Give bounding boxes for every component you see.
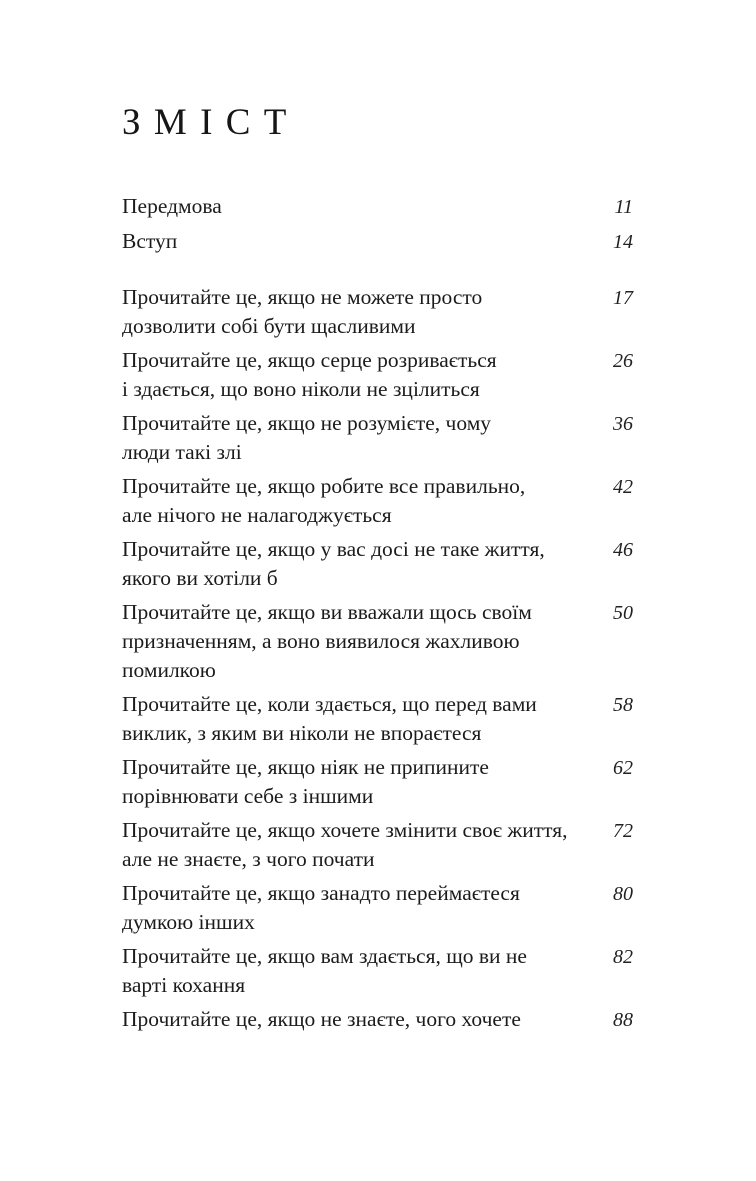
toc-entry-line: але не знаєте, з чого почати xyxy=(122,847,375,871)
toc-entry xyxy=(122,409,633,467)
toc-entry xyxy=(122,346,633,404)
toc-entry xyxy=(122,690,633,748)
toc-entry-line: помилкою xyxy=(122,658,216,682)
toc-entry-title xyxy=(122,283,482,341)
toc-entry-title xyxy=(122,942,527,1000)
toc-entry-page-number: 80 xyxy=(613,883,633,905)
toc-entry-page-number: 26 xyxy=(613,350,633,372)
toc-entry-page-number: 50 xyxy=(613,602,633,624)
toc-entry-line: Передмова xyxy=(122,194,222,218)
toc-entry-line: але нічого не налагоджується xyxy=(122,503,392,527)
toc-entry xyxy=(122,192,633,222)
toc-entry-line: призначенням, а воно виявилося жахливою xyxy=(122,629,520,653)
toc-entry-page-number: 72 xyxy=(613,820,633,842)
toc-entry-line: Прочитайте це, якщо ніяк не припините xyxy=(122,755,489,779)
toc-entry-title xyxy=(122,879,520,937)
toc-entry-title xyxy=(122,409,491,467)
toc-entry xyxy=(122,1005,633,1035)
toc-entry-page-number: 82 xyxy=(613,946,633,968)
toc-entry-line: виклик, з яким ви ніколи не впораєтеся xyxy=(122,721,482,745)
toc-entry-title xyxy=(122,472,525,530)
toc-entry-line: Прочитайте це, якщо занадто переймаєтеся xyxy=(122,881,520,905)
toc-entry-line: порівнювати себе з іншими xyxy=(122,784,374,808)
toc-entry-line: Прочитайте це, якщо не знаєте, чого хочете xyxy=(122,1007,521,1031)
toc-entry xyxy=(122,227,633,257)
toc-entry-title xyxy=(122,192,222,221)
toc-entry-title xyxy=(122,598,532,685)
toc-entry-page-number: 42 xyxy=(613,476,633,498)
toc-entry-line: дозволити собі бути щасливими xyxy=(122,314,416,338)
toc-entry-line: Прочитайте це, якщо не розумієте, чому xyxy=(122,411,492,435)
toc-entry xyxy=(122,879,633,937)
page-title: ЗМІСТ xyxy=(122,102,300,143)
toc-entry-page-number: 46 xyxy=(613,539,633,561)
toc-entry-title xyxy=(122,816,568,874)
toc-entry-title xyxy=(122,227,177,256)
toc-entry-line: Прочитайте це, якщо серце розривається xyxy=(122,348,497,372)
toc-entry-line: Прочитайте це, якщо робите все правильно, xyxy=(122,474,526,498)
toc-entry-line: Вступ xyxy=(122,229,178,253)
toc-entry-page-number: 58 xyxy=(613,694,633,716)
toc-entry-line: Прочитайте це, якщо не можете просто xyxy=(122,285,483,309)
toc-entry-list xyxy=(122,192,633,1035)
toc-entry-line: люди такі злі xyxy=(122,440,242,464)
toc-entry-line: Прочитайте це, якщо хочете змінити своє життя, xyxy=(122,818,568,842)
toc-entry-line: варті кохання xyxy=(122,973,246,997)
toc-entry-line: Прочитайте це, якщо вам здається, що ви не xyxy=(122,944,527,968)
toc-entry-page-number: 11 xyxy=(614,196,633,218)
toc-entry xyxy=(122,942,633,1000)
toc-entry-title xyxy=(122,690,537,748)
toc-entry xyxy=(122,816,633,874)
toc-entry xyxy=(122,535,633,593)
toc-entry-page-number: 62 xyxy=(613,757,633,779)
toc-entry-page-number: 36 xyxy=(613,413,633,435)
toc-entry-line: Прочитайте це, коли здається, що перед вами xyxy=(122,692,537,716)
toc-entry xyxy=(122,598,633,685)
toc-entry-line: Прочитайте це, якщо у вас досі не таке життя, xyxy=(122,537,545,561)
toc-entry-line: якого ви хотіли б xyxy=(122,566,278,590)
toc-entry-title xyxy=(122,346,497,404)
toc-entry-page-number: 88 xyxy=(613,1009,633,1031)
toc-entry xyxy=(122,472,633,530)
toc-entry-line: Прочитайте це, якщо ви вважали щось своїм xyxy=(122,600,532,624)
toc-entry-line: думкою інших xyxy=(122,910,255,934)
toc-entry-line: і здається, що воно ніколи не зцілиться xyxy=(122,377,480,401)
toc-entry-page-number: 17 xyxy=(613,287,633,309)
toc-entry-title xyxy=(122,1005,521,1034)
toc-entry-page-number: 14 xyxy=(613,231,633,253)
toc-entry xyxy=(122,283,633,341)
toc-entry-title xyxy=(122,753,489,811)
toc-entry-title xyxy=(122,535,545,593)
toc-entry xyxy=(122,753,633,811)
